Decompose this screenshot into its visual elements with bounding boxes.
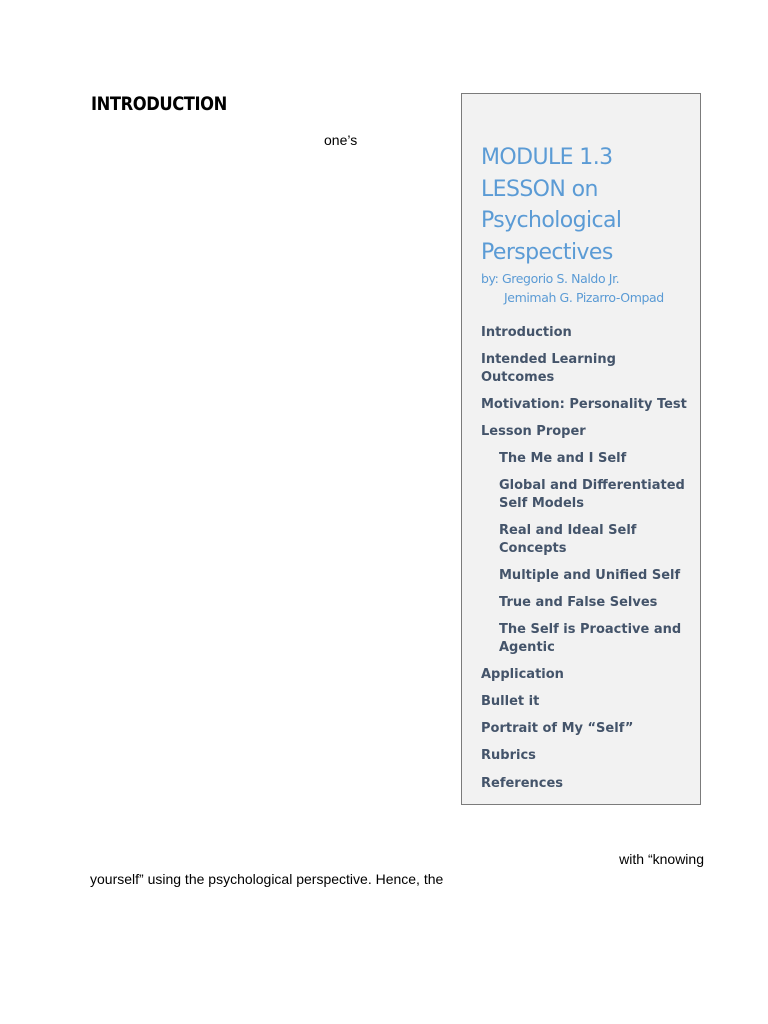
toc-subitem-multiple-unified-self[interactable]: Multiple and Unified Self [499, 567, 681, 583]
lesson-title-line: Perspectives [481, 239, 613, 265]
lesson-label: LESSON on [481, 176, 598, 202]
toc-subitem-real-ideal-self[interactable]: Real and Ideal Self Concepts [499, 523, 637, 556]
toc-item-intended-learning-outcomes[interactable]: Intended Learning Outcomes [481, 352, 616, 385]
toc-item-lesson-proper[interactable]: Lesson Proper [481, 424, 586, 440]
page-heading: INTRODUCTION [91, 93, 227, 115]
module-title [481, 142, 690, 268]
toc-subitem-me-and-i-self[interactable]: The Me and I Self [499, 451, 627, 467]
module-number: MODULE 1.3 [481, 145, 613, 170]
toc-item-bullet-it[interactable]: Bullet it [481, 694, 540, 710]
lesson-title-line: Psychological [481, 208, 622, 233]
author-line: by: Gregorio S. Naldo Jr. [481, 271, 620, 286]
toc-item-portrait-of-my-self[interactable]: Portrait of My “Self” [481, 721, 634, 737]
author-line: Jemimah G. Pizarro-Ompad [504, 290, 664, 305]
table-of-contents [481, 324, 690, 792]
toc-subitem-true-false-selves[interactable]: True and False Selves [499, 595, 658, 610]
body-text-fragment: with “knowing [619, 851, 704, 867]
toc-item-references[interactable]: References [481, 775, 564, 791]
toc-subitem-proactive-agentic[interactable]: The Self is Proactive and Agentic [499, 622, 682, 655]
toc-item-introduction[interactable]: Introduction [481, 325, 572, 340]
toc-item-rubrics[interactable]: Rubrics [481, 748, 536, 764]
body-text-fragment: one’s [324, 132, 358, 148]
toc-item-application[interactable]: Application [481, 666, 564, 682]
module-sidebar [461, 93, 701, 805]
body-text-line: yourself” using the psychological perspective. Hence, the [90, 871, 444, 887]
authors [481, 269, 690, 307]
toc-item-motivation[interactable]: Motivation: Personality Test [481, 396, 687, 412]
toc-subitem-global-differentiated[interactable]: Global and Differentiated Self Models [499, 478, 685, 511]
